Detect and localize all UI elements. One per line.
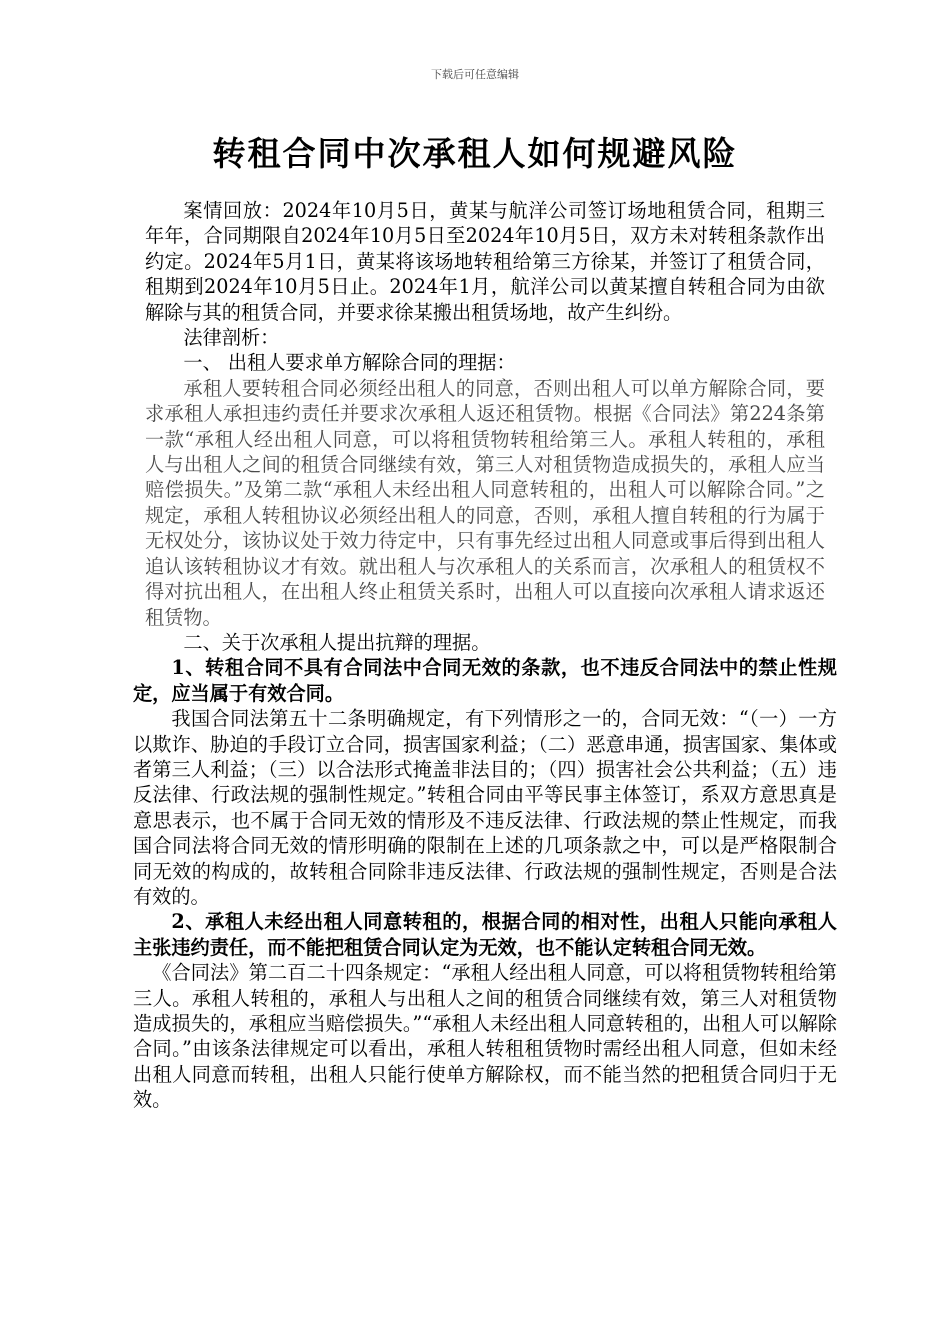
legal-analysis-heading: 法律剖析： — [183, 326, 280, 350]
case-review-paragraph: 案情回放：2024年10月5日，黄某与航洋公司签订场地租赁合同，租期三年年，合同期限自2024年10月5日至2024年10月5日，双方未对转租条款作出约定。2024年5月1日，黄某将该场地转租给第三方徐某，并签订了租赁合同，租期到2024年10月5日止。2024年1月，航洋公司以黄某擅自转租合同为由欲解除与其的租赁合同，并要求徐某搬出租赁场地，故产生纠纷。 — [145, 199, 825, 324]
header-note: 下载后可任意编辑 — [431, 68, 519, 81]
point-one-heading: 1、转租合同不具有合同法中合同无效的条款，也不违反合同法中的禁止性规定，应当属于有效合同。 — [133, 656, 837, 705]
section-two-heading: 二、关于次承租人提出抗辩的理据。 — [183, 630, 491, 654]
point-one-paragraph: 我国合同法第五十二条明确规定，有下列情形之一的，合同无效：“（一）一方以欺诈、胁迫的手段订立合同，损害国家利益；（二）恶意串通，损害国家、集体或者第三人利益；（三）以合法形式掩盖非法目的；（四）损害社会公共利益；（五）违反法律、行政法规的强制性规定。”转租合同由平等民事主体签订，系双方意思真是意思表示，也不属于合同无效的情形及不违反法律、行政法规的禁止性规定，而我国合同法将合同无效的情形明确的限制在上述的几项条款之中，可以是严格限制合同无效的构成的，故转租合同除非违反法律、行政法规的强制性规定，否则是合法有效的。 — [133, 707, 837, 908]
section-one-paragraph: 承租人要转租合同必须经出租人的同意，否则出租人可以单方解除合同，要求承租人承担违约责任并要求次承租人返还租赁物。根据《合同法》第224条第一款“承租人经出租人同意，可以将租赁物转租给第三人。承租人转租的，承租人与出租人之间的租赁合同继续有效，第三人对租赁物造成损失的，承租人应当赔偿损失。”及第二款“承租人未经出租人同意转租的，出租人可以解除合同。”之规定，承租人转租协议必须经出租人的同意，否则，承租人擅自转租的行为属于无权处分，该协议处于效力待定中，只有事先经过出租人同意或事后得到出租人追认该转租协议才有效。就出租人与次承租人的关系而言，次承租人的租赁权不得对抗出租人，在出租人终止租赁关系时，出租人可以直接向次承租人请求返还租赁物。 — [145, 376, 825, 629]
document-body — [133, 198, 837, 1113]
point-two-paragraph: 《合同法》第二百二十四条规定：“承租人经出租人同意，可以将租赁物转租给第三人。承租人转租的，承租人与出租人之间的租赁合同继续有效，第三人对租赁物造成损失的，承租应当赔偿损失。”“承租人未经出租人同意转租的，出租人可以解除合同。”由该条法律规定可以看出，承租人转租租赁物时需经出租人同意，但如未经出租人同意而转租，出租人只能行使单方解除权，而不能当然的把租赁合同归于无效。 — [133, 961, 837, 1112]
section-one-heading: 一、 出租人要求单方解除合同的理据： — [183, 351, 516, 375]
document-title: 转租合同中次承租人如何规避风险 — [212, 134, 738, 173]
point-two-heading: 2、承租人未经出租人同意转租的，根据合同的相对性，出租人只能向承租人主张违约责任，而不能把租赁合同认定为无效，也不能认定转租合同无效。 — [133, 910, 837, 959]
